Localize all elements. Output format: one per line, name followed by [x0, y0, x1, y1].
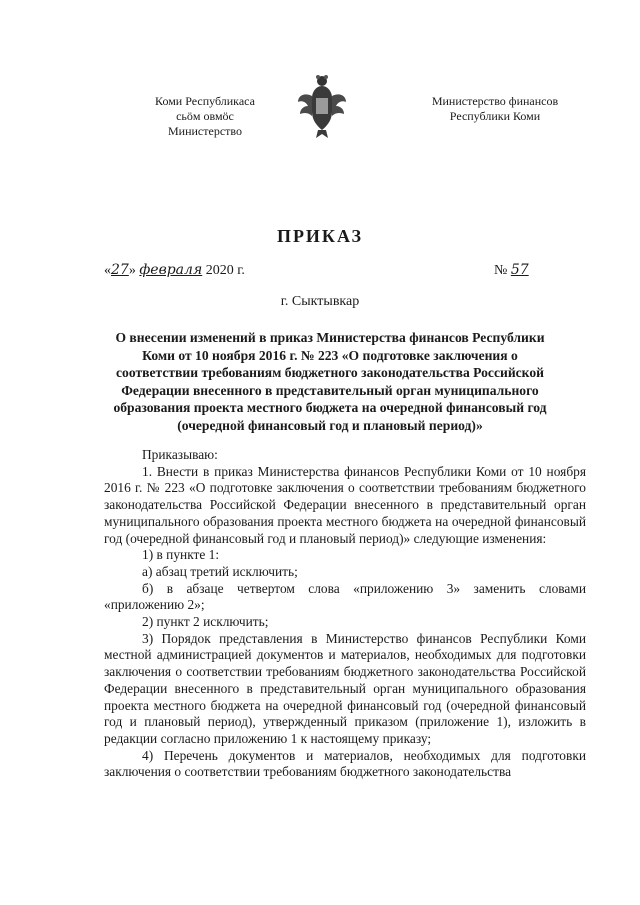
header-left-line: сьӧм овмӧс — [176, 109, 234, 123]
header-left-line: Министерство — [168, 124, 242, 138]
order-date — [104, 262, 245, 279]
date-month: февраля — [139, 262, 203, 278]
date-year: 2020 г. — [205, 263, 245, 278]
header-right-block — [410, 94, 580, 124]
header-left-block — [140, 94, 270, 139]
date-open-quote: « — [104, 263, 111, 278]
coat-of-arms-emblem-icon — [296, 72, 348, 138]
number-value: 57 — [510, 262, 529, 278]
city-line: г. Сыктывкар — [280, 294, 360, 309]
order-heading: О внесении изменений в приказ Министерства финансов Республики Коми от 10 ноября 2016 г. № 223 «О подготовке заключения о соответствии требованиям бюджетного законодательства Российской Федерации внесенного в представительный орган муниципального образования проекта местного бюджета на очередной финансовый год (очередной финансовый год и плановый период)» — [113, 330, 547, 433]
order-body — [104, 447, 586, 781]
body-paragraph: 4) Перечень документов и материалов, необходимых для подготовки заключения о соответствии требованиям бюджетного законодательства — [104, 747, 586, 780]
header-left-line: Коми Республикаса — [155, 94, 255, 108]
body-paragraph: 1. Внести в приказ Министерства финансов Республики Коми от 10 ноября 2016 г. № 223 «О подготовке заключения о соответствии требованиям бюджетного законодательства Российской Федерации внесенного в представительный орган муниципального образования проекта местного бюджета на очередной финансовый год (очередной финансовый год и плановый период)» следующие изменения: — [104, 463, 586, 546]
number-sign: № — [494, 263, 508, 278]
body-paragraph: Приказываю: — [142, 447, 218, 462]
body-paragraph: а) абзац третий исключить; — [142, 563, 298, 579]
date-close-quote: » — [128, 263, 136, 278]
date-day: 27 — [111, 262, 129, 278]
body-paragraph: б) в абзаце четвертом слова «приложению 3» заменить словами «приложению 2»; — [104, 580, 586, 613]
document-title: ПРИКАЗ — [276, 226, 364, 246]
body-paragraph: 1) в пункте 1: — [142, 547, 220, 563]
body-paragraph: 3) Порядок представления в Министерство финансов Республики Коми местной администрацией документов и материалов, необходимых для подготовки заключения о соответствии требованиям бюджетного законодательства Российской Федерации внесенного в представительный орган муниципального образования проекта местного бюджета на очередной финансовый год (очередной финансовый год и плановый период), утвержденный приказом (приложение 1), изложить в редакции согласно приложению 1 к настоящему приказу; — [104, 630, 586, 746]
order-number — [494, 262, 529, 279]
header-right-line: Министерство финансов — [431, 94, 559, 108]
header-right-line: Республики Коми — [449, 109, 541, 123]
body-paragraph: 2) пункт 2 исключить; — [142, 614, 269, 630]
